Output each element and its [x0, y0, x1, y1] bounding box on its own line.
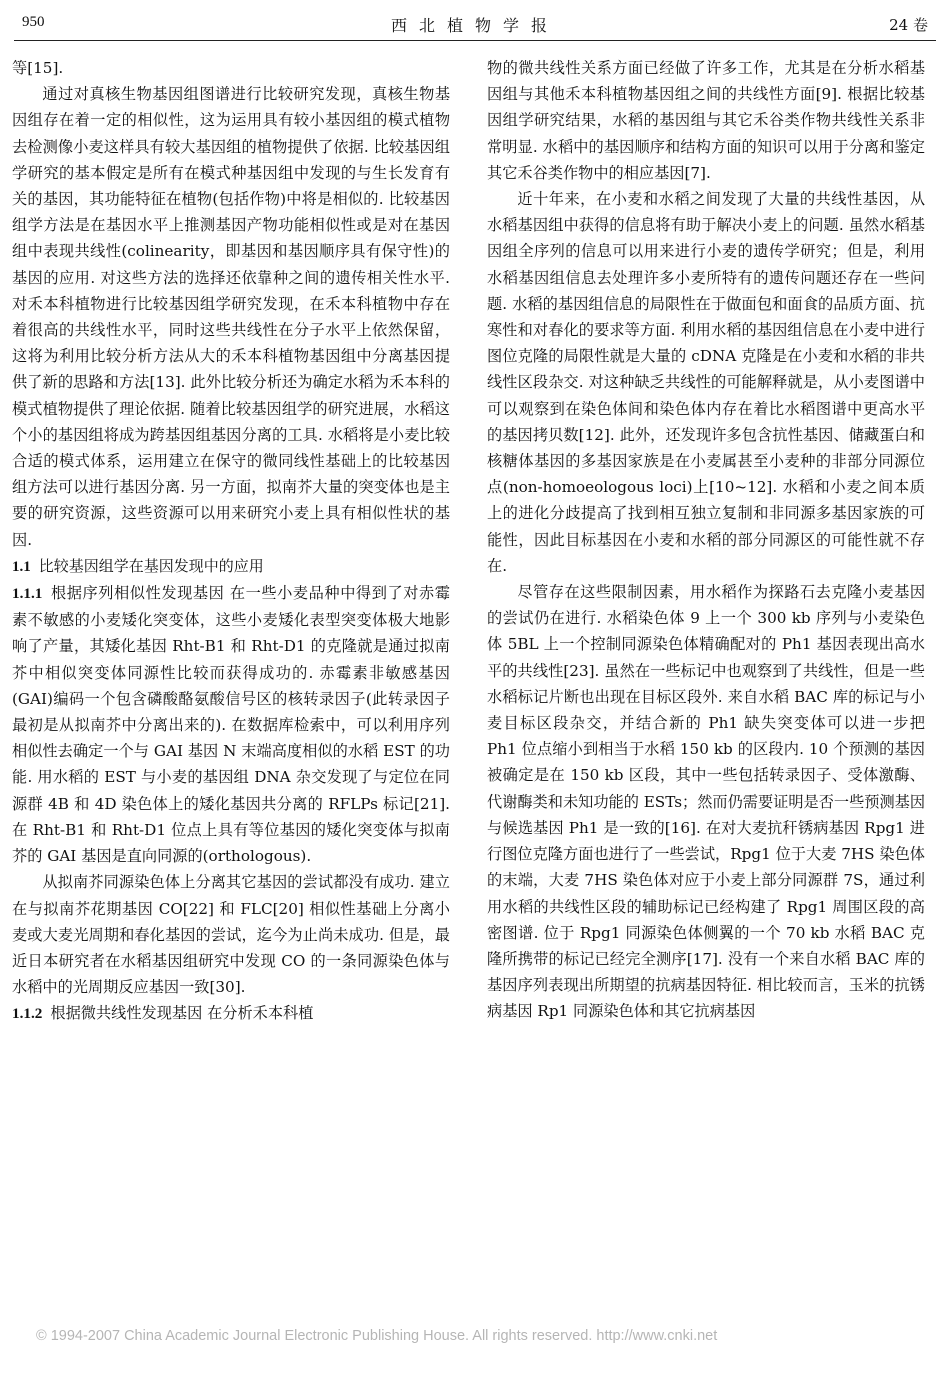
section-heading — [12, 553, 450, 580]
paragraph — [12, 81, 450, 553]
section-number: 1.1 — [12, 558, 31, 575]
page-number: 950 — [22, 14, 45, 30]
paragraph — [487, 186, 925, 579]
paragraph — [487, 55, 925, 186]
right-column — [487, 55, 925, 1025]
subsection-number: 1.1.1 — [12, 585, 43, 603]
paragraph — [12, 55, 450, 81]
paragraph-text: 尽管存在这些限制因素，用水稻作为探路石去克隆小麦基因的尝试仍在进行. 水稻染色体 9 上一个 300 kb 序列与小麦染色体 5BL 上一个控制同源染色体精确配对的 Ph1 基因表现出高水平的共线性[23]. 虽然在一些标记中也观察到了共线性，但是一些水稻标记片断也出现在目标区段外. 来自水稻 BAC 库的标记与小麦目标区段杂交，并结合新的 Ph1 缺失突变体可以进一步把 Ph1 位点缩小到相当于水稻 150 kb 的区段内. 10 个预测的基因被确定是在 150 kb 区段，其中一些包括转录因子、受体激酶、代谢酶类和未知功能的 ESTs；然而仍需要证明是否一些预测基因与候选基因 Ph1 是一致的[16]. 在对大麦抗秆锈病基因 Rpg1 进行图位克隆方面也进行了一些尝试，Rpg1 位于大麦 7HS 染色体的末端，大麦 7HS 染色体对应于小麦上部分同源群 7S，通过利用水稻的共线性区段的辅助标记已经构建了 Rpg1 周围区段的高密图谱. 位于 Rpg1 同源染色体侧翼的一个 70 kb 水稻 BAC 克隆所携带的标记已经完全测序[17]. 没有一个来自水稻 BAC 库的基因序列表现出所期望的抗病基因特征. 相比较而言，玉米的抗锈病基因 Rp1 同源染色体和其它抗病基因 — [487, 583, 926, 1021]
journal-title: 西北植物学报 — [390, 16, 559, 35]
section-title: 比较基因组学在基因发现中的应用 — [38, 556, 264, 575]
paragraph-text: 根据序列相似性发现基因 在一些小麦品种中得到了对赤霉素不敏感的小麦矮化突变体，这些小麦矮化表型突变体极大地影响了产量，其矮化基因 Rht-B1 和 Rht-D1 的克隆就是通过拟南芥中相似突变体同源性比较而获得成功的. 赤霉素非敏感基因(GAI)编码一个包含磷酸酪氨酸信号区的核转录因子(此转录因子最初是从拟南芥中分离出来的). 在数据库检索中，可以利用序列相似性去确定一个与 GAI 基因 N 末端高度相似的水稻 EST 的功能. 用水稻的 EST 与小麦的基因组 DNA 杂交发现了与定位在同源群 4B 和 4D 染色体上的矮化基因共分离的 RFLPs 标记[21]. 在 Rht-B1 和 Rht-D1 位点上具有等位基因的矮化突变体与拟南芥的 GAI 基因是直向同源的(orthologous). — [12, 584, 450, 866]
paragraph-text: 通过对真核生物基因组图谱进行比较研究发现，真核生物基因组存在着一定的相似性，这为运用具有较小基因组的模式植物去检测像小麦这样具有较大基因组的植物提供了依据. 比较基因组学研究的基本假定是所有在模式种基因组中发现的与生长发育有关的基因，其功能特征在植物(包括作物)中将是相似的. 比较基因组学方法是在基因水平上推测基因产物功能相似性或是对在基因组中表现共线性(colinearity，即基因和基因顺序具有保守性)的基因的应用. 对这些方法的选择还依靠种之间的遗传相关性水平. 对禾本科植物进行比较基因组学研究发现，在禾本科植物中存在着很高的共线性水平，同时这些共线性在分子水平上依然保留，这将为利用比较分析方法从大的禾本科植物基因组中分离基因提供了新的思路和方法[13]. 此外比较分析还为确定水稻为禾本科的模式植物提供了理论依据. 随着比较基因组学的研究进展，水稻这个小的基因组将成为跨基因组基因分离的工具. 水稻将是小麦比较合适的模式体系，运用建立在保守的微同线性基础上的比较基因组方法可以进行基因分离. 另一方面，拟南芥大量的突变体也是主要的研究资源，这些资源可以用来研究小麦上具有相似性状的基因. — [12, 85, 450, 549]
copyright-watermark: © 1994-2007 China Academic Journal Electronic Publishing House. All rights reserved. http://www.cnki.net — [36, 1328, 718, 1344]
paragraph-text: 近十年来，在小麦和水稻之间发现了大量的共线性基因，从水稻基因组中获得的信息将有助于解决小麦上的问题. 虽然水稻基因组全序列的信息可以用来进行小麦的遗传学研究；但是，利用水稻基因组信息去处理许多小麦所特有的遗传问题还存在一些问题. 水稻的基因组信息的局限性在于做面包和面食的品质方面、抗寒性和对春化的要求等方面. 利用水稻的基因组信息在小麦中进行图位克隆的局限性就是大量的 cDNA 克隆是在小麦和水稻的非共线性区段杂交. 对这种缺乏共线性的可能解释就是，从小麦图谱中可以观察到在染色体间和染色体内存在着比水稻图谱中更高水平的基因拷贝数[12]. 此外，还发现许多包含抗性基因、储藏蛋白和核糖体基因的多基因家族是在小麦属甚至小麦种的非部分同源位点(non-homoeologous loci)上[10~12]. 水稻和小麦之间本质上的进化分歧提高了找到相互独立复制和非同源多基因家族的可能性，因此目标基因在小麦和水稻的部分同源区的可能性就不存在. — [487, 190, 925, 575]
volume-label: 24 卷 — [889, 16, 928, 34]
paragraph-text: 等[15]. — [12, 59, 64, 77]
paragraph — [12, 1000, 450, 1027]
running-header — [14, 10, 936, 41]
subsection-number: 1.1.2 — [12, 1005, 43, 1023]
paragraph-text: 从拟南芥同源染色体上分离其它基因的尝试都没有成功. 建立在与拟南芥花期基因 CO[22] 和 FLC[20] 相似性基础上分离小麦或大麦光周期和春化基因的尝试，迄今为止尚未成功. 但是，最近日本研究者在水稻基因组研究中发现 CO 的一条同源染色体与水稻中的光周期反应基因一致[30]. — [12, 873, 450, 997]
paragraph — [487, 579, 925, 1024]
left-column — [12, 55, 450, 1028]
paragraph — [12, 869, 450, 1000]
paragraph — [12, 580, 450, 869]
paragraph-text: 根据微共线性发现基因 在分析禾本科植 — [50, 1004, 314, 1023]
paragraph-text: 物的微共线性关系方面已经做了许多工作，尤其是在分析水稻基因组与其他禾本科植物基因组之间的共线性方面[9]. 根据比较基因组学研究结果，水稻的基因组与其它禾谷类作物共线性关系非常明显. 水稻中的基因顺序和结构方面的知识可以用于分离和鉴定其它禾谷类作物中的相应基因[7]. — [487, 59, 925, 182]
